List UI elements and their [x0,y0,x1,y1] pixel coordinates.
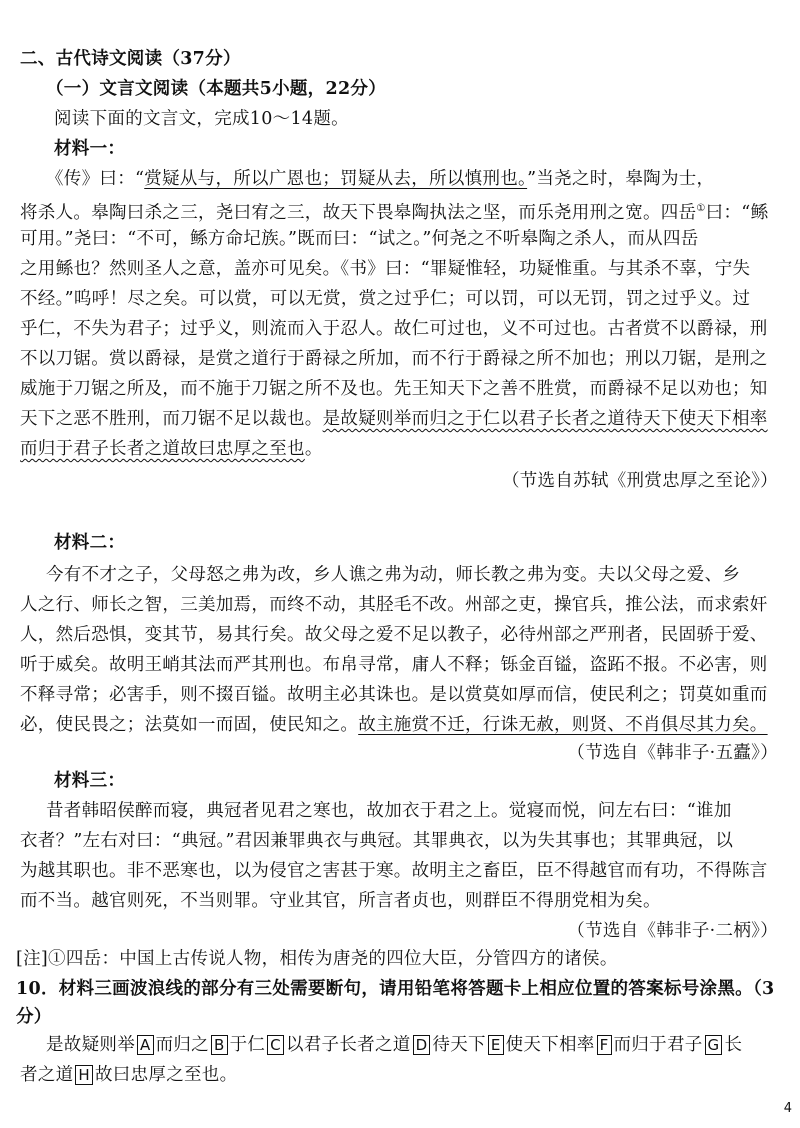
quote-open: 《传》曰：“ [46,169,145,189]
page-number: 4 [783,1101,792,1116]
wavy-underlined-passage: 是故疑则举而归之于仁以君子长者之道待天下使天下相率 [322,409,768,429]
material1-line [46,164,776,194]
material1-line: 不以刀锯。赏以爵禄，是赏之道行于爵禄之所加，而不行于爵禄之所不加也；刑以刀锯，是刑之 [20,349,768,369]
underlined-sentence: 故主施赏不迁，行诛无赦，则贤、不肖俱尽其力矣。 [358,715,768,735]
material1-line: 可用。”尧曰：“不可，鲧方命圮族。”既而曰：“试之。”何尧之不听皋陶之杀人，而从四岳 [20,229,699,249]
text-run: 而归之 [155,1035,209,1055]
material2-line: 听于威矣。故明王峭其法而严其刑也。布帛寻常，庸人不释；铄金百镒，盗跖不报。不必害，则 [20,655,768,675]
option-box-b[interactable]: B [211,1035,228,1055]
option-box-e[interactable]: E [488,1035,504,1055]
footnote: [注]①四岳：中国上古传说人物，相传为唐尧的四位大臣，分管四方的诸侯。 [16,949,618,969]
material3-heading: 材料三： [54,771,126,791]
text-run: 天下之恶不胜刑，而刀锯不足以裁也。 [20,409,323,429]
material1-line: 威施于刀锯之所及，而不施于刀锯之所不及也。先王知天下之善不胜赏，而爵禄不足以劝也；知 [20,379,768,399]
section-subtitle: （一）文言文阅读（本题共5小题，22分） [46,79,387,99]
question-10-options-line [20,1060,776,1090]
material3-line: 而不当。越官则死，不当则罪。守业其官，所言者贞也，则群臣不得朋党相为矣。 [20,891,661,911]
question-10-text: 10．材料三画波浪线的部分有三处需要断句，请用铅笔将答题卡上相应位置的答案标号涂黑。（3 [16,979,775,999]
material3-source: （节选自《韩非子·二柄》） [567,921,778,941]
instruction: 阅读下面的文言文，完成10～14题。 [54,109,349,129]
text-run: 是故疑则举 [46,1035,135,1055]
material1-line: 之用鲧也？然则圣人之意，盖亦可见矣。《书》曰：“罪疑惟轻，功疑惟重。与其杀不辜，宁失 [20,259,751,279]
text-run: 故曰忠厚之至也。 [95,1065,238,1085]
text-run: 曰：“鲧 [705,202,769,223]
text-run: 者之道 [20,1065,74,1085]
text-run: 于仁 [229,1035,266,1055]
material1-line [20,404,776,434]
footnote-marker: ① [696,203,706,214]
option-box-h[interactable]: H [75,1065,93,1085]
section-title: 二、古代诗文阅读（37分） [20,49,241,69]
question-10-options-line [46,1030,776,1060]
text-run: 以君子长者之道 [285,1035,411,1055]
material2-line [20,710,776,740]
option-box-a[interactable]: A [137,1035,154,1055]
text-run: 。 [304,439,323,459]
material3-line: 为越其职也。非不恶寒也，以为侵官之害甚于寒。故明主之畜臣，臣不得越官而有功，不得陈言 [20,861,768,881]
material2-source: （节选自《韩非子·五蠹》） [567,743,778,763]
wavy-underlined-passage: 而归于君子长者之道故曰忠厚之至也 [20,439,305,459]
material2-heading: 材料二： [54,533,126,553]
text-run: 必，使民畏之；法莫如一而固，使民知之。 [20,715,359,735]
text-run: 将杀人。皋陶曰杀之三，尧曰宥之三，故天下畏皋陶执法之坚，而乐尧用刑之宽。四岳 [20,202,697,223]
option-box-g[interactable]: G [705,1035,723,1055]
material2-line: 不释寻常；必害手，则不掇百镒。故明主必其诛也。是以赏莫如厚而信，使民利之；罚莫如重而 [20,685,768,705]
question-10-text-cont: 分） [16,1007,52,1027]
material3-line: 衣者？”左右对曰：“典冠。”君因兼罪典衣与典冠。其罪典衣，以为失其事也；其罪典冠，以 [20,831,734,851]
underlined-sentence: 赏疑从与，所以广恩也；罚疑从去，所以慎刑也。 [144,169,528,189]
material1-line: 乎仁，不失为君子；过乎义，则流而入于忍人。故仁可过也，义不可过也。古者赏不以爵禄，刑 [20,319,768,339]
material2-line: 人，然后恐惧，变其节，易其行矣。故父母之爱不足以教子，必待州部之严刑者，民固骄于爱、 [20,625,768,645]
material2-line: 人之行、师长之智，三美加焉，而终不动，其胫毛不改。州部之吏，操官兵，推公法，而求索奸 [20,595,768,615]
material1-source: （节选自苏轼《刑赏忠厚之至论》） [501,471,778,491]
text-run: 待天下 [432,1035,486,1055]
option-box-f[interactable]: F [597,1035,612,1055]
material1-heading: 材料一： [54,139,126,159]
material3-line: 昔者韩昭侯醉而寝，典冠者见君之寒也，故加衣于君之上。觉寝而悦，问左右曰：“谁加 [46,801,732,821]
text-run: 而归于君子 [613,1035,703,1055]
text-run: 长 [724,1035,743,1055]
material1-line: 不经。”呜呼！尽之矣。可以赏，可以无赏，赏之过乎仁；可以罚，可以无罚，罚之过乎义。过 [20,289,751,309]
material2-line: 今有不才之子，父母怒之弗为改，乡人谯之弗为动，师长教之弗为变。夫以父母之爱、乡 [46,565,741,585]
option-box-d[interactable]: D [413,1035,431,1055]
material1-line [20,194,776,228]
text-run: ”当尧之时，皋陶为士， [527,169,715,189]
option-box-c[interactable]: C [267,1035,284,1055]
material1-line [20,434,776,464]
text-run: 使天下相率 [505,1035,595,1055]
